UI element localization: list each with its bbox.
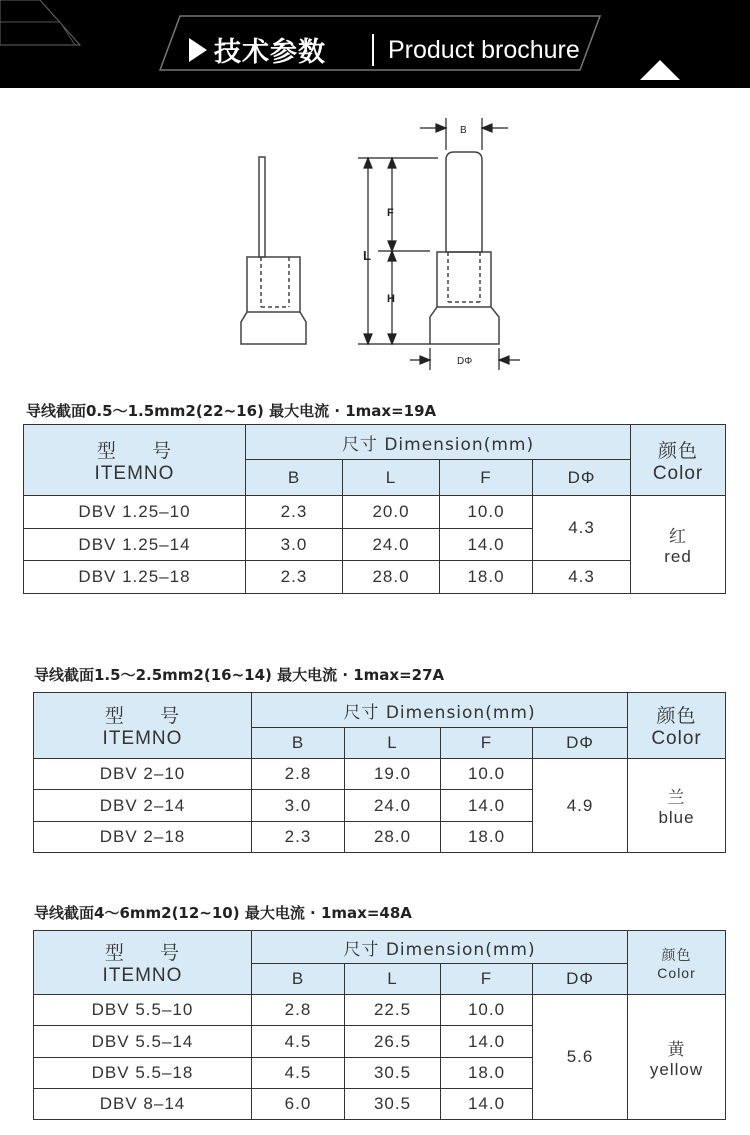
item-cell: DBV 2–14 (34, 790, 252, 822)
section-3-title: 导线截面4～6mm2(12~10) 最大电流 · 1max=48A (34, 904, 412, 922)
terminal-front-view (430, 152, 499, 344)
color-cell: 兰 blue (628, 759, 726, 853)
label-d: DΦ (457, 356, 473, 367)
col-d-header: DΦ (533, 964, 628, 995)
spec-table-1 (23, 424, 726, 594)
d-cell: 4.3 (533, 496, 631, 561)
l-cell: 24.0 (345, 790, 441, 822)
item-cell: DBV 1.25–10 (24, 496, 246, 529)
header-banner (0, 0, 750, 88)
col-dimension-header: 尺寸 Dimension(mm) (252, 693, 628, 728)
d-cell: 4.3 (533, 561, 631, 594)
banner-decoration (0, 0, 750, 88)
col-f-header: F (441, 964, 533, 995)
table-row (24, 561, 726, 594)
item-cell: DBV 1.25–14 (24, 529, 246, 561)
terminal-drawing (0, 112, 750, 372)
b-cell: 4.5 (252, 1026, 345, 1058)
f-cell: 14.0 (441, 1089, 533, 1120)
banner-subtitle: Product brochure (388, 36, 580, 64)
b-cell: 4.5 (252, 1058, 345, 1089)
col-color-header: 颜色 Color (631, 425, 726, 496)
b-cell: 2.3 (246, 496, 343, 529)
table-row (24, 496, 726, 529)
col-d-header: DΦ (533, 460, 631, 496)
col-dimension-header: 尺寸 Dimension(mm) (246, 425, 631, 460)
f-cell: 18.0 (441, 822, 533, 853)
f-cell: 18.0 (440, 561, 533, 594)
l-cell: 30.5 (345, 1089, 441, 1120)
l-cell: 24.0 (343, 529, 440, 561)
l-cell: 28.0 (343, 561, 440, 594)
spec-table-3 (33, 930, 726, 1120)
spec-table-2 (33, 692, 726, 853)
l-cell: 26.5 (345, 1026, 441, 1058)
b-cell: 6.0 (252, 1089, 345, 1120)
f-cell: 10.0 (441, 995, 533, 1026)
label-b: B (460, 125, 467, 136)
item-cell: DBV 1.25–18 (24, 561, 246, 594)
col-item-header: 型 号 ITEMNO (34, 931, 252, 995)
f-cell: 14.0 (441, 1026, 533, 1058)
item-cell: DBV 8–14 (34, 1089, 252, 1120)
f-cell: 14.0 (440, 529, 533, 561)
col-item-header: 型 号 ITEMNO (34, 693, 252, 759)
l-cell: 20.0 (343, 496, 440, 529)
play-arrow-icon (189, 38, 207, 62)
table-row (34, 759, 726, 790)
l-cell: 28.0 (345, 822, 441, 853)
b-cell: 3.0 (252, 790, 345, 822)
col-color-header: 颜色 Color (628, 693, 726, 759)
f-cell: 18.0 (441, 1058, 533, 1089)
section-1-title: 导线截面0.5～1.5mm2(22~16) 最大电流 · 1max=19A (26, 402, 437, 420)
item-cell: DBV 5.5–10 (34, 995, 252, 1026)
d-cell: 4.9 (533, 759, 628, 853)
label-f: F (387, 207, 394, 219)
b-cell: 3.0 (246, 529, 343, 561)
banner-separator (372, 34, 374, 66)
col-f-header: F (440, 460, 533, 496)
col-b-header: B (246, 460, 343, 496)
b-cell: 2.3 (246, 561, 343, 594)
item-cell: DBV 2–10 (34, 759, 252, 790)
col-d-header: DΦ (533, 728, 628, 759)
dimension-lines (358, 118, 520, 370)
f-cell: 14.0 (441, 790, 533, 822)
col-b-header: B (252, 728, 345, 759)
f-cell: 10.0 (441, 759, 533, 790)
table-row (34, 995, 726, 1026)
col-dimension-header: 尺寸 Dimension(mm) (252, 931, 628, 964)
b-cell: 2.3 (252, 822, 345, 853)
col-f-header: F (441, 728, 533, 759)
color-cell: 黄 yellow (628, 995, 726, 1120)
color-cell: 红 red (631, 496, 726, 594)
col-l-header: L (345, 964, 441, 995)
d-cell: 5.6 (533, 995, 628, 1120)
f-cell: 10.0 (440, 496, 533, 529)
col-item-header: 型 号 ITEMNO (24, 425, 246, 496)
item-cell: DBV 5.5–14 (34, 1026, 252, 1058)
label-h: H (387, 293, 395, 305)
item-cell: DBV 2–18 (34, 822, 252, 853)
col-color-header: 颜色 Color (628, 931, 726, 995)
terminal-side-view (241, 157, 306, 344)
section-2-title: 导线截面1.5～2.5mm2(16~14) 最大电流 · 1max=27A (34, 666, 445, 684)
col-l-header: L (345, 728, 441, 759)
b-cell: 2.8 (252, 759, 345, 790)
label-l: L (363, 248, 371, 263)
col-l-header: L (343, 460, 440, 496)
l-cell: 22.5 (345, 995, 441, 1026)
item-cell: DBV 5.5–18 (34, 1058, 252, 1089)
col-b-header: B (252, 964, 345, 995)
b-cell: 2.8 (252, 995, 345, 1026)
l-cell: 19.0 (345, 759, 441, 790)
l-cell: 30.5 (345, 1058, 441, 1089)
banner-title: 技术参数 (214, 37, 326, 68)
